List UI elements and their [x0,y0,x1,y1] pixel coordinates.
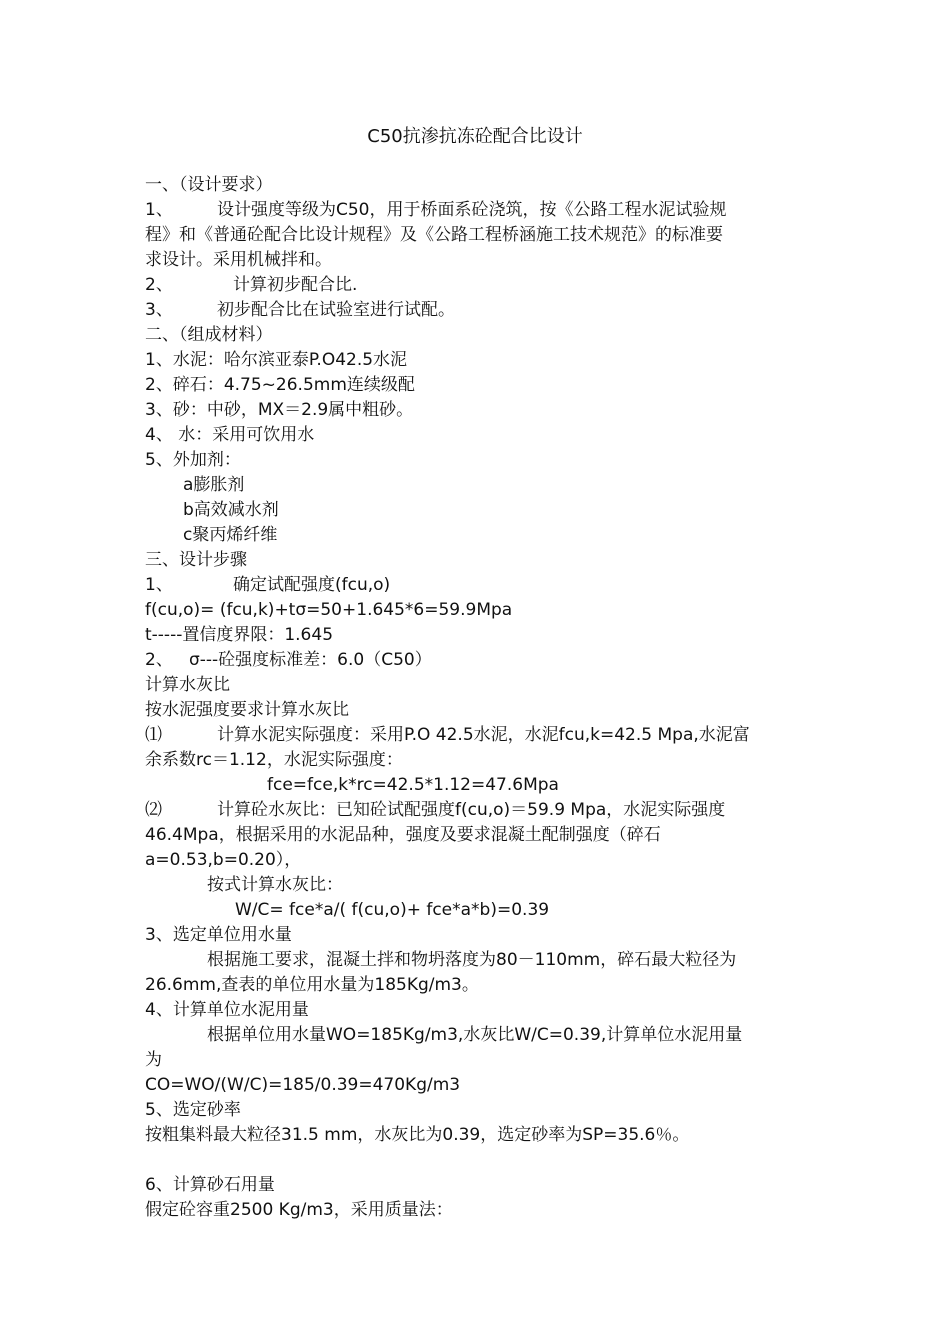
step-3-line-1: 根据施工要求，混凝土拌和物坍落度为80－110mm，碎石最大粒径为 [207,950,737,970]
point-2-line-4: 按式计算水灰比： [207,875,343,895]
paragraph-text: 计算砼水灰比：已知砼试配强度f(cu,o)＝59.9 Mpa，水泥实际强度 [217,800,726,820]
section-heading-steps: 三、设计步骤 [145,550,247,570]
paragraph-text: 确定试配强度(fcu,o) [233,575,391,595]
point-2-line-1 [145,798,815,823]
document-title: C50抗渗抗冻砼配合比设计 [367,126,583,147]
step-5-line-1: 按粗集料最大粒径31.5 mm，水灰比为0.39，选定砂率为SP=35.6％。 [145,1125,690,1145]
material-gravel: 2、碎石：4.75~26.5mm连续级配 [145,375,415,395]
point-1-line-2: 余系数rc＝1.12，水泥实际强度： [145,750,403,770]
admixture-b: b高效减水剂 [183,500,279,520]
blank-line [145,1148,815,1173]
material-cement: 1、水泥：哈尔滨亚泰P.O42.5水泥 [145,350,408,370]
requirement-1-line-3: 求设计。采用机械拌和。 [145,250,332,270]
step-1 [145,573,815,598]
requirement-1-line-2: 程》和《普通砼配合比设计规程》及《公路工程桥涵施工技术规范》的标准要 [145,225,723,245]
paragraph-text: 设计强度等级为C50，用于桥面系砼浇筑，按《公路工程水泥试验规 [217,200,727,220]
step-6-line-1: 假定砼容重2500 Kg/m3，采用质量法： [145,1200,453,1220]
wc-title: 计算水灰比 [145,675,230,695]
section-heading-requirements: 一、（设计要求） [145,175,273,195]
step-4-line-2: 为 [145,1050,162,1070]
step-6-heading: 6、计算砂石用量 [145,1175,275,1195]
formula-cement: CO=WO/(W/C)=185/0.39=470Kg/m3 [145,1075,461,1095]
admixture-c: c聚丙烯纤维 [183,525,278,545]
step-4-line-1: 根据单位用水量WO=185Kg/m3,水灰比W/C=0.39,计算单位水泥用量 [207,1025,743,1045]
list-number: ⑵ [145,800,162,820]
admixture-a: a膨胀剂 [183,475,245,495]
step-5-heading: 5、选定砂率 [145,1100,241,1120]
document-body [145,173,815,1223]
material-admixture: 5、外加剂： [145,450,241,470]
requirement-2 [145,273,815,298]
list-number: 2、 [145,650,173,670]
point-2-line-3: a=0.53,b=0.20）， [145,850,302,870]
requirement-1-line-1 [145,198,815,223]
material-water: 4、 水：采用可饮用水 [145,425,315,445]
list-number: ⑴ [145,725,162,745]
step-4-heading: 4、计算单位水泥用量 [145,1000,309,1020]
point-1-line-1 [145,723,815,748]
paragraph-text: 计算水泥实际强度：采用P.O 42.5水泥，水泥fcu,k=42.5 Mpa,水泥富 [217,725,750,745]
list-number: 2、 [145,275,173,295]
point-2-line-2: 46.4Mpa，根据采用的水泥品种，强度及要求混凝土配制强度（碎石 [145,825,661,845]
formula-strength: f(cu,o)= (fcu,k)+tσ=50+1.645*6=59.9Mpa [145,600,513,620]
formula-wc: W/C= fce*a/( f(cu,o)+ fce*a*b)=0.39 [235,900,550,920]
list-number: 1、 [145,575,173,595]
t-note: t-----置信度界限：1.645 [145,625,334,645]
step-3-heading: 3、选定单位用水量 [145,925,292,945]
requirement-3 [145,298,815,323]
paragraph-text: σ---砼强度标准差：6.0（C50） [189,650,432,670]
formula-fce: fce=fce,k*rc=42.5*1.12=47.6Mpa [267,775,559,795]
step-2 [145,648,815,673]
step-3-line-2: 26.6mm,查表的单位用水量为185Kg/m3。 [145,975,479,995]
list-number: 1、 [145,200,173,220]
list-number: 3、 [145,300,173,320]
section-heading-materials: 二、（组成材料） [145,325,273,345]
paragraph-text: 初步配合比在试验室进行试配。 [217,300,455,320]
wc-subtitle: 按水泥强度要求计算水灰比 [145,700,349,720]
material-sand: 3、砂：中砂，MX＝2.9属中粗砂。 [145,400,414,420]
paragraph-text: 计算初步配合比. [233,275,358,295]
